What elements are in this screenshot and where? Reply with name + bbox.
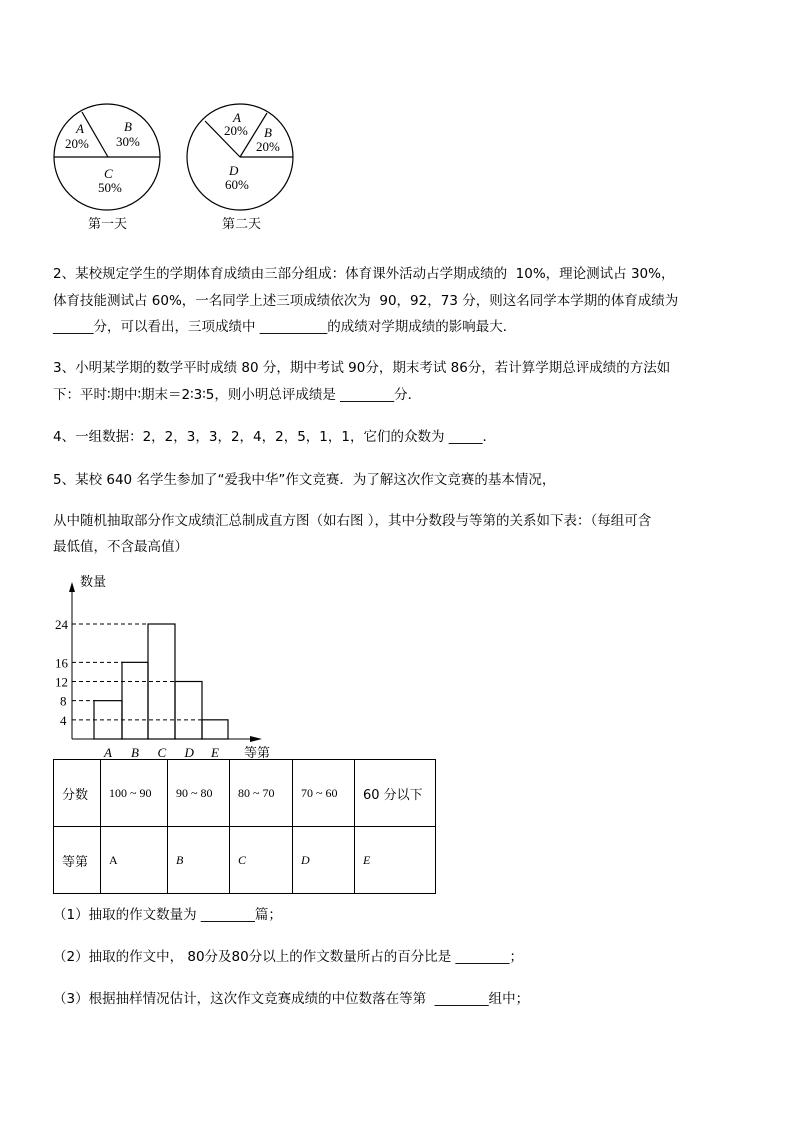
x-axis-arrow [250, 736, 262, 742]
pie1-value-a: 20% [65, 136, 89, 151]
x-tick-label: C [157, 745, 167, 760]
pie2-caption: 第二天 [222, 217, 262, 232]
q3-line1: 3、小明某学期的数学平时成绩 80 分，期中考试 90分，期末考试 86分，若计算学期总评成绩的方法如 [53, 360, 671, 376]
grade-table [53, 759, 436, 894]
pie2-value-d: 60% [225, 177, 249, 192]
table-row [54, 827, 436, 894]
q2-line1: 2、某校规定学生的学期体育成绩由三部分组成：体育课外活动占学期成绩的 10%，理论测试占 30%， [53, 266, 675, 282]
y-tick-label: 12 [55, 674, 68, 690]
y-tick-label: 16 [55, 655, 68, 671]
bar-E [202, 720, 228, 739]
q5-line2: 从中随机抽取部分作文成绩汇总制成直方图（如右图 ），其中分数段与等第的关系如下表：（每组可含 [53, 513, 652, 529]
q4: 4、一组数据：2，2，3，3，2，4，2，5，1，1，它们的众数为 _____． [53, 429, 497, 445]
table-cell: E [355, 827, 436, 894]
part-3: （3）根据抽样情况估计，这次作文竞赛成绩的中位数落在等第 ________组中； [53, 991, 530, 1007]
y-axis-arrow [69, 582, 75, 592]
q5-line1: 5、某校 640 名学生参加了“爱我中华”作文竞赛．为了解这次作文竞赛的基本情况， [53, 472, 556, 488]
table-cell: 分数 [54, 760, 101, 827]
table-cell: D [293, 827, 355, 894]
pie1-label-a: A [76, 121, 84, 136]
q2-line2: 体育技能测试占 60%，一名同学上述三项成绩依次为 90，92，73 分，则这名同学本学期的体育成绩为 [53, 293, 679, 309]
pie2-label-b: B [264, 125, 272, 140]
bar-B [122, 662, 148, 739]
x-axis-label: 等第 [244, 746, 271, 761]
pie1-caption: 第一天 [88, 217, 128, 232]
part-1: （1）抽取的作文数量为 ________篇； [53, 907, 282, 923]
table-cell: 100 ~ 90 [101, 760, 168, 827]
table-cell: 90 ~ 80 [168, 760, 230, 827]
x-tick-label: E [211, 745, 219, 760]
pie2-value-a: 20% [224, 123, 248, 138]
bar-D [175, 682, 202, 740]
pie2-label-a: A [233, 110, 241, 125]
pie-charts [0, 0, 794, 250]
q2-line3: ______分，可以看出，三项成绩中 __________的成绩对学期成绩的影响最大． [53, 319, 517, 335]
pie1-value-b: 30% [116, 134, 140, 149]
pie2-label-d: D [229, 163, 239, 178]
table-cell: 等第 [54, 827, 101, 894]
y-tick-label: 8 [60, 693, 67, 709]
table-cell: A [101, 827, 168, 894]
x-tick-label: B [131, 745, 139, 760]
x-tick-label: D [184, 745, 194, 760]
q5-line3: 最低值，不含最高值） [53, 539, 188, 555]
pie1-label-b: B [124, 119, 132, 134]
y-tick-label: 24 [55, 617, 68, 632]
q3-line2: 下：平时∶期中∶期末＝2∶3∶5，则小明总评成绩是 ________分． [53, 387, 422, 403]
pie2-value-b: 20% [256, 139, 280, 154]
pie1-label-c: C [104, 166, 113, 181]
y-axis-label: 数量 [80, 575, 107, 590]
table-cell: 80 ~ 70 [230, 760, 293, 827]
table-row [54, 760, 436, 827]
pie1-value-c: 50% [98, 180, 122, 195]
table-cell: 70 ~ 60 [293, 760, 355, 827]
y-tick-label: 4 [60, 712, 67, 728]
part-2: （2）抽取的作文中， 80分及80分以上的作文数量所占的百分比是 ________； [53, 949, 524, 965]
histogram [0, 570, 794, 770]
table-cell: 60 分以下 [355, 760, 436, 827]
x-tick-label: A [104, 745, 112, 760]
table-cell: B [168, 827, 230, 894]
table-cell: C [230, 827, 293, 894]
